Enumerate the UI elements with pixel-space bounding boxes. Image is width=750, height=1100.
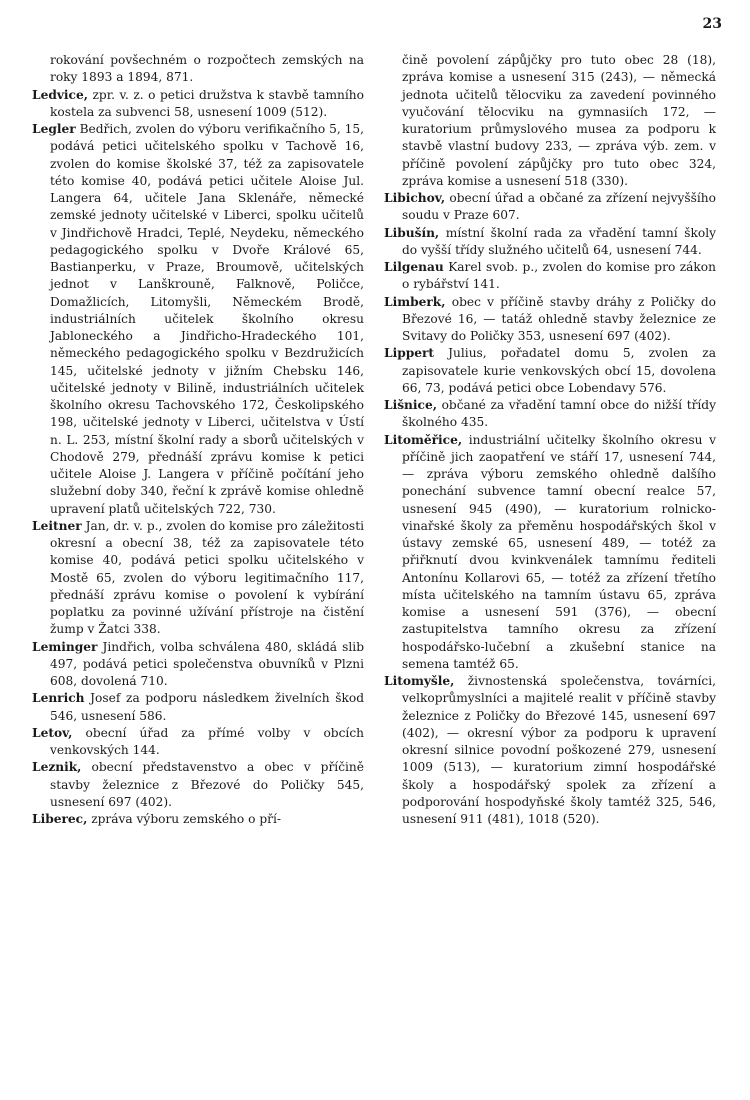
index-entry	[32, 811, 364, 828]
entry-text: obec v příčině stavby dráhy z Poličky do Březové 16, — tatáž ohledně stavby železnice ze Svitavy do Poličky 353, usnesení 697 (402).	[402, 294, 716, 343]
entry-text: Bedřich, zvolen do výboru verifikačního 5, 15, podává petici učitelského spolku v Tachově 16, zvolen do komise školské 37, též za zapisovatele této komise 40, podává petici učitele Aloise Jul. Langera 64, učitele Jana Sklenáře, německé zemské jednoty učitelské v Liberci, spolku učitelů v Jindřichově Hradci, Teplé, Neydeku, německého pedagogického spolku v Dvoře Králové 65, Bastianperku, v Praze, Broumově, učitelských jednot v Lanškrouně, Falknově, Poličce, Domažlicích, Litomyšli, Německém Brodě, industriálních učitelek školního okresu Jabloneckého a Jindřicho-Hradeckého 101, německého pedagogického spolku v Bezdružicích 145, učitelské jednoty v jižním Chebsku 146, učitelské jednoty v Bilině, industriálních učitelek školního okresu Tachovského 172, Českolipského 198, učitelské jednoty v Liberci, učitelstva v Ústí n. L. 253, místní školní rady a sborů učitelských v Chodově 279, přednáší zprávu komise k petici učitele Aloise J. Langera v příčině počítání jeho služební doby 340, řeční k zprávě komise ohledně upravení platů učitelských 722, 730.	[50, 122, 364, 516]
index-entry	[384, 52, 716, 190]
entry-text: Karel svob. p., zvolen do komise pro zákon o rybářství 141.	[402, 260, 716, 292]
index-entry	[384, 673, 716, 828]
index-entry	[384, 259, 716, 294]
entry-text: rokování povšechném o rozpočtech zemských na roky 1893 a 1894, 871.	[50, 53, 364, 85]
entry-heading: Ledvice,	[32, 87, 88, 102]
entry-text: Josef za podporu následkem živelních škod 546, usnesení 586.	[50, 691, 364, 723]
entry-heading: Libušín,	[384, 225, 440, 240]
entry-text: industriální učitelky školního okresu v příčině jich zaopatření ve stáří 17, usnesení 744, — zpráva výboru zemského ohledně dalšího ponechání subvence tamní obecní realce 57, usnesení 945 (490), — kuratorium rolnicko-vinařské školy za přeměnu hospodářských škol v ústavy zemské 65, usnesení 489, — totéž za přiřknutí dvou kvinkvenálek tamnímu řediteli Antonínu Kollarovi 65, — totéž za zřízení třetího místa učitelského na tamním ústavu 65, zpráva komise a usnesení 591 (376), — obecní zastupitelstva tamního okresu za zřízení hospodářsko-lučební a zkušební stanice na semena tamtéž 65.	[402, 432, 716, 671]
index-entry	[32, 690, 364, 725]
index-entry	[384, 397, 716, 432]
entry-text: Julius, pořadatel domu 5, zvolen za zapisovatele kurie venkovských obcí 15, dovolena 66, 73, podává petici obce Lobendavy 576.	[402, 346, 716, 395]
entry-text: místní školní rada za vřadění tamní školy do vyšší třídy služného učitelů 64, usnesení 744.	[402, 225, 716, 257]
index-entry	[384, 345, 716, 397]
index-entry	[384, 432, 716, 674]
index-entry	[384, 190, 716, 225]
entry-heading: Limberk,	[384, 294, 446, 309]
entry-heading: Leznik,	[32, 760, 82, 775]
right-column	[384, 52, 716, 828]
entry-text: Jan, dr. v. p., zvolen do komise pro záležitosti okresní a obecní 38, též za zapisovatele této komise 40, podává petici spolku učitelského v Mostě 65, zvolen do výboru legitimačního 117, přednáší zprávu komise o povolení k vybírání poplatku za povinné užívání přístroje na čistění žump v Žatci 338.	[50, 518, 364, 637]
page-number: 23	[702, 16, 722, 32]
entry-text: obecní úřad a občané za zřízení nejvyššího soudu v Praze 607.	[402, 191, 716, 223]
index-entry	[32, 87, 364, 122]
entry-heading: Letov,	[32, 725, 73, 740]
index-entry	[32, 121, 364, 518]
index-entry	[32, 518, 364, 639]
entry-heading: Libichov,	[384, 191, 446, 205]
entry-heading: Lippert	[384, 346, 435, 361]
index-entry	[32, 52, 364, 87]
index-entry	[32, 639, 364, 691]
entry-text: Jindřich, volba schválena 480, skládá slib 497, podává petici společenstva obuvníků v Plzni 608, dovolená 710.	[50, 639, 364, 688]
entry-heading: Lenrich	[32, 691, 85, 706]
entry-heading: Lišnice,	[384, 398, 437, 412]
index-entry	[32, 725, 364, 760]
entry-heading: Leminger	[32, 639, 98, 654]
index-entry	[384, 225, 716, 260]
entry-text: obecní úřad za přímé volby v obcích venkovských 144.	[50, 725, 364, 757]
entry-heading: Liberec,	[32, 812, 88, 826]
entry-text: zpráva výboru zemského o pří-	[87, 812, 281, 826]
entry-text: obecní představenstvo a obec v příčině stavby železnice z Březové do Poličky 545, usnesení 697 (402).	[50, 760, 364, 809]
entry-text: občané za vřadění tamní obce do nižší třídy školného 435.	[402, 398, 716, 430]
index-entry	[32, 759, 364, 811]
entry-heading: Leitner	[32, 518, 82, 533]
index-entry	[384, 294, 716, 346]
entry-text: zpr. v. z. o petici družstva k stavbě tamního kostela za subvenci 58, usnesení 1009 (512).	[50, 87, 364, 119]
entry-heading: Lilgenau	[384, 260, 444, 274]
entry-heading: Litoměřice,	[384, 432, 463, 447]
entry-text: živnostenská společenstva, továrníci, velkoprůmyslníci a majitelé realit v příčině stavby železnice z Poličky do Březové 145, usnesení 697 (402), — okresní výbor za podporu k upravení okresní silnice povodní poškozené 279, usnesení 1009 (513), — kuratorium zimní hospodářské školy a hospodářský spolek za zřízení a podporování hospodyňské školy tamtéž 325, 546, usnesení 911 (481), 1018 (520).	[402, 674, 716, 826]
entry-heading: Legler	[32, 122, 76, 136]
entry-text: čině povolení zápůjčky pro tuto obec 28 (18), zpráva komise a usnesení 315 (243), — německá jednota učitelů tělocviku za zavedení povinného vyučování tělocviku na gymnasiích 172, — kuratorium průmyslového musea za podporu k stavbě vlastní budovy 233, — zpráva výb. zem. v příčině povolení zápůjčky pro tuto obec 324, zpráva komise a usnesení 518 (330).	[402, 53, 716, 188]
left-column	[32, 52, 364, 828]
entry-heading: Litomyšle,	[384, 674, 455, 688]
